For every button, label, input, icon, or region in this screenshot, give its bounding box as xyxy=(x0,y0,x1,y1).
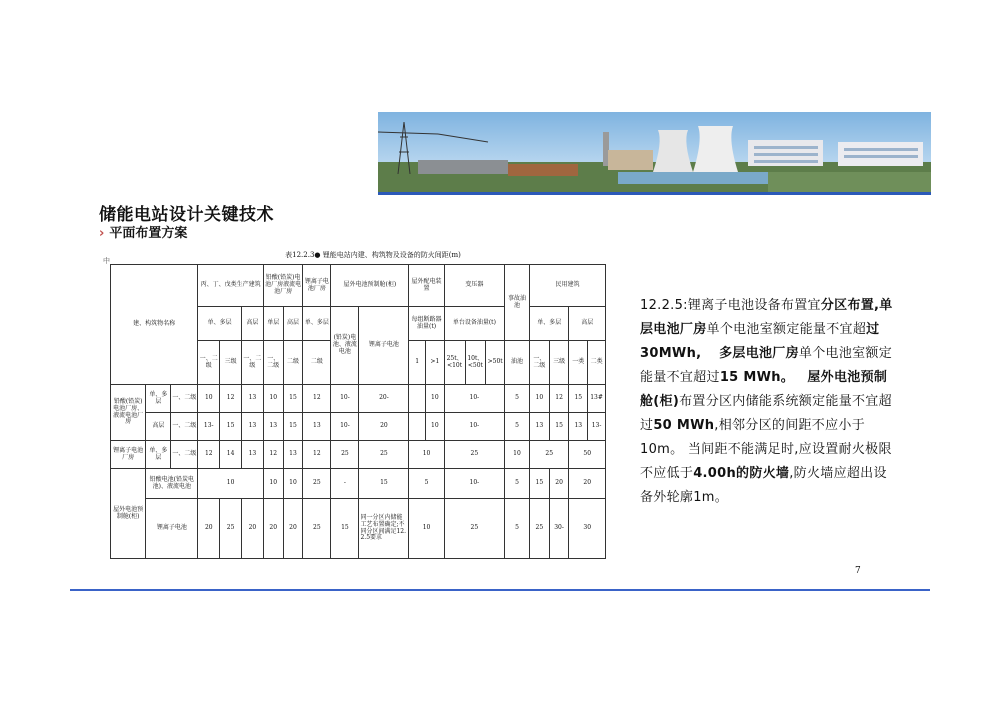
table-cell: 25 xyxy=(303,469,331,499)
table-cell: 12 xyxy=(220,385,242,413)
chevron-right-icon: › xyxy=(99,226,105,241)
row-sub-label: 锂离子电池 xyxy=(146,499,198,559)
table-cell: 13 xyxy=(242,441,264,469)
table-cell xyxy=(409,413,426,441)
group-header: 变压器 xyxy=(444,265,504,307)
degree-header: 一类 xyxy=(569,341,588,385)
group-header: 民用建筑 xyxy=(529,265,605,307)
table-center-mark: 中 xyxy=(103,257,110,265)
table-cell: 10- xyxy=(444,469,504,499)
table-cell: 10 xyxy=(529,385,549,413)
table-cell: 10 xyxy=(283,469,303,499)
table-cell: 13- xyxy=(198,413,220,441)
sub-header: 单台设备油量(t) xyxy=(444,307,504,341)
table-cell: 30- xyxy=(549,499,569,559)
table-cell: 5 xyxy=(505,499,530,559)
degree-header: 油池 xyxy=(505,341,530,385)
note-emphasis: 分区布置,单层电池厂房 xyxy=(640,298,893,337)
table-cell: 12 xyxy=(198,441,220,469)
table-cell: 5 xyxy=(409,469,444,499)
degree-header: 三级 xyxy=(549,341,569,385)
note-text: 布置分区内储能系统额定能量不宜超过 xyxy=(640,394,892,433)
group-header: 铅酸(铅炭)电池厂房液流电池厂房 xyxy=(263,265,303,307)
table-cell: 20 xyxy=(263,499,283,559)
sub-header: 高层 xyxy=(242,307,264,341)
sub-header: 单层 xyxy=(263,307,283,341)
row-group-label: 锂离子电池厂房 xyxy=(111,441,146,469)
table-cell: 5 xyxy=(505,413,530,441)
header-banner-photo xyxy=(378,112,931,195)
table-cell: 12 xyxy=(303,441,331,469)
note-text: ,防火墙应超出设备外轮廓1m。 xyxy=(640,466,887,505)
degree-header: 10t、<50t xyxy=(465,341,486,385)
table-cell: 12 xyxy=(303,385,331,413)
page-number: 7 xyxy=(855,566,861,576)
degree-header: 二级 xyxy=(303,341,331,385)
note-emphasis: 15 MWh。 xyxy=(719,370,795,385)
table-cell: 25 xyxy=(529,441,569,469)
sub-header: 单、多层 xyxy=(303,307,331,341)
table-cell: 20 xyxy=(549,469,569,499)
group-header: 丙、丁、戊类生产建筑 xyxy=(198,265,264,307)
table-cell: 13 xyxy=(529,413,549,441)
table-cell: 15 xyxy=(549,413,569,441)
table-cell: 13 xyxy=(242,385,264,413)
note-text: 12.2.5:锂离子电池设备布置宜 xyxy=(640,298,821,313)
table-cell: 5 xyxy=(505,469,530,499)
table-cell: 10 xyxy=(198,469,264,499)
page-title: 储能电站设计关键技术 xyxy=(99,205,274,225)
table-cell: 12 xyxy=(549,385,569,413)
row-sub-label: 单、多层 xyxy=(146,385,171,413)
table-cell: 10 xyxy=(263,385,283,413)
subtitle-text: 平面布置方案 xyxy=(109,226,188,241)
row-group-label: 屋外电池预制舱(柜) xyxy=(111,469,146,559)
note-emphasis: 屋外电池预制舱(柜) xyxy=(640,370,888,409)
note-emphasis: 4.00h的防火墙 xyxy=(693,466,790,481)
row-sub-label: 高层 xyxy=(146,413,171,441)
group-header: 屋外配电装置 xyxy=(409,265,444,307)
row-sub-label: 单、多层 xyxy=(146,441,171,469)
row-degree-label: 一、二级 xyxy=(171,385,198,413)
table-cell: 10 xyxy=(426,413,445,441)
table-cell: 20 xyxy=(283,499,303,559)
table-cell: 25 xyxy=(359,441,409,469)
sub-header: 单、多层 xyxy=(529,307,569,341)
table-cell: 25 xyxy=(331,441,359,469)
note-text: 单个电池室额定能量不宜超过 xyxy=(640,346,893,385)
table-cell: 13 xyxy=(303,413,331,441)
degree-header: 一、二级 xyxy=(198,341,220,385)
section-subtitle xyxy=(99,222,187,241)
table-cell: 10- xyxy=(331,413,359,441)
rowname-header: 建、构筑物名称 xyxy=(111,265,198,385)
group-header: 事故油池 xyxy=(505,265,530,341)
row-degree-label: 一、二级 xyxy=(171,441,198,469)
table-cell: 25 xyxy=(529,499,549,559)
table-cell: 10 xyxy=(409,441,444,469)
table-cell: 15 xyxy=(283,413,303,441)
table-cell: 14 xyxy=(220,441,242,469)
table-cell: 20 xyxy=(242,499,264,559)
table-cell: 10- xyxy=(444,385,504,413)
table-cell: 13- xyxy=(588,413,606,441)
table-cell: 15 xyxy=(283,385,303,413)
table-cell: 10 xyxy=(426,385,445,413)
table-cell: 5 xyxy=(505,385,530,413)
table-cell xyxy=(409,385,426,413)
sub-header: (铅炭)电池、液流电池 xyxy=(331,307,359,385)
table-cell: 13 xyxy=(569,413,588,441)
table-cell: 13 xyxy=(242,413,264,441)
table-cell: 20 xyxy=(359,413,409,441)
table-cell: 15 xyxy=(331,499,359,559)
table-cell: 12 xyxy=(263,441,283,469)
table-cell: 13 xyxy=(283,441,303,469)
table-cell: 10 xyxy=(198,385,220,413)
degree-header: >50t xyxy=(486,341,505,385)
row-degree-label: 一、二级 xyxy=(171,413,198,441)
table-cell: 10 xyxy=(505,441,530,469)
note-emphasis: 过30MWh, xyxy=(640,322,880,361)
table-cell: 15 xyxy=(569,385,588,413)
table-cell: 20 xyxy=(198,499,220,559)
group-header: 屋外电池预制舱(柜) xyxy=(331,265,409,307)
degree-header: 二类 xyxy=(588,341,606,385)
table-cell: 同一分区内储能工艺布置确定;不同分区间满足12.2.5要求 xyxy=(359,499,409,559)
table-cell: 10 xyxy=(409,499,444,559)
degree-header: 一、二级 xyxy=(242,341,264,385)
note-emphasis: 50 MWh xyxy=(653,418,715,433)
table-cell: 10- xyxy=(331,385,359,413)
note-text: 单个电池室额定能量不宜超 xyxy=(706,322,867,337)
table-cell: 15 xyxy=(220,413,242,441)
table-cell: 20- xyxy=(359,385,409,413)
sub-header: 高层 xyxy=(569,307,606,341)
sub-header: 锂离子电池 xyxy=(359,307,409,385)
power-plant-illustration xyxy=(378,112,931,192)
row-sub-label: 铅酸电池(铅炭电池)、液流电池 xyxy=(146,469,198,499)
sub-header: 每组断路器油量(t) xyxy=(409,307,444,341)
table-cell: 30 xyxy=(569,499,606,559)
sub-header: 单、多层 xyxy=(198,307,242,341)
row-group-label: 铅酸(铅炭)电池厂房、液流电池厂房 xyxy=(111,385,146,441)
footer-divider xyxy=(70,589,930,591)
group-header: 锂离子电池厂房 xyxy=(303,265,331,307)
table-cell: 25 xyxy=(444,441,504,469)
table-cell: 10- xyxy=(444,413,504,441)
degree-header: 一、二级 xyxy=(529,341,549,385)
table-cell: 20 xyxy=(569,469,606,499)
table-cell: 15 xyxy=(359,469,409,499)
table-cell: 15 xyxy=(529,469,549,499)
table-caption: 表12.2.3● 锂能电站内建、构筑物及设备的防火间距(m) xyxy=(285,251,461,259)
fire-spacing-table xyxy=(110,264,606,559)
degree-header: 三级 xyxy=(220,341,242,385)
degree-header: 一、二级 xyxy=(263,341,283,385)
note-text: ,相邻分区的间距不应小于10m。 当间距不能满足时,应设置耐火极限不应低于 xyxy=(640,418,892,481)
table-cell: 13# xyxy=(588,385,606,413)
degree-header: 25t、<10t xyxy=(444,341,465,385)
fire-spacing-table-figure xyxy=(103,250,607,570)
clause-note xyxy=(640,294,895,510)
table-cell: 25 xyxy=(303,499,331,559)
sub-header: 高层 xyxy=(283,307,303,341)
degree-header: >1 xyxy=(426,341,445,385)
table-cell: 50 xyxy=(569,441,606,469)
table-cell: 13 xyxy=(263,413,283,441)
note-emphasis: 多层电池厂房 xyxy=(719,346,799,361)
table-cell: 10 xyxy=(263,469,283,499)
table-cell: 25 xyxy=(444,499,504,559)
degree-header: 1 xyxy=(409,341,426,385)
table-cell: - xyxy=(331,469,359,499)
degree-header: 二级 xyxy=(283,341,303,385)
table-cell: 25 xyxy=(220,499,242,559)
